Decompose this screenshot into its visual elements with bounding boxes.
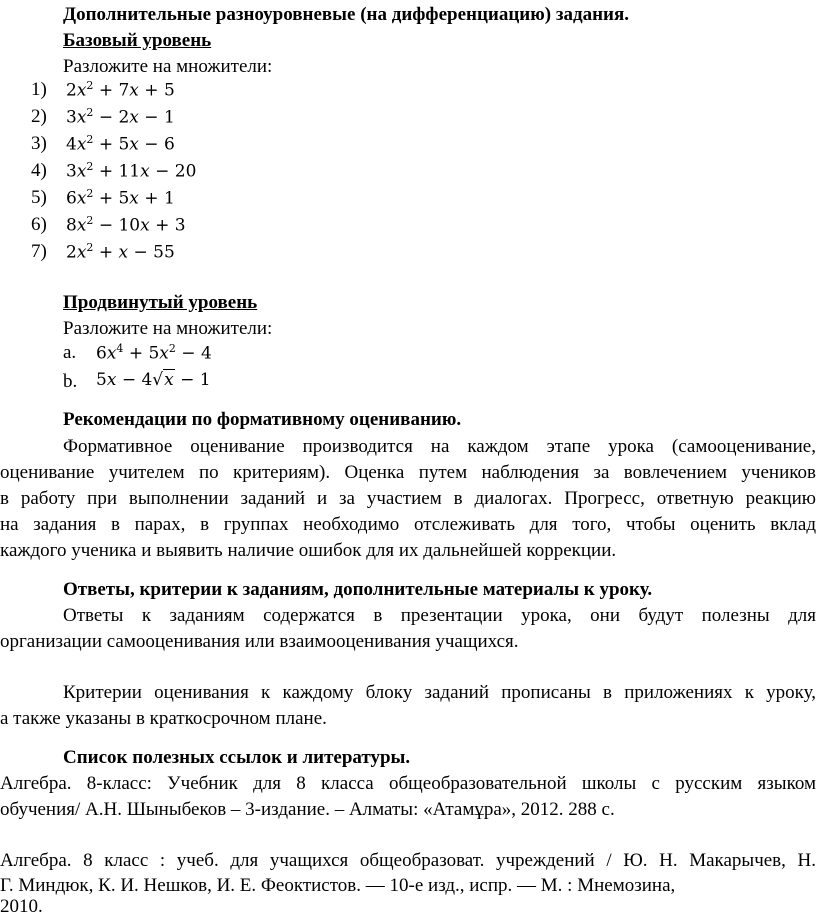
task-expression: $3x^2 - 2x - 1$ — [66, 106, 175, 128]
task-expression: $6x^2 + 5x + 1$ — [66, 187, 175, 209]
reference-line: 2010. — [0, 896, 43, 917]
paragraph-line: организации самооценивания или взаимооценивания учащихся. — [0, 631, 519, 652]
task-expression: 5x − 4√x − 1 — [96, 370, 211, 390]
references-heading: Список полезных ссылок и литературы. — [63, 747, 411, 768]
task-letter: a. — [63, 342, 77, 363]
basic-instruction: Разложите на множители: — [63, 56, 273, 77]
basic-level-heading: Базовый уровень — [63, 30, 212, 51]
task-expression: $4x^2 + 5x - 6$ — [66, 133, 175, 155]
task-expression: $8x^2 - 10x + 3$ — [66, 214, 186, 236]
task-expression: $3x^2 + 11x - 20$ — [66, 160, 197, 182]
task-expression: $2x^2 + 7x + 5$ — [66, 79, 175, 101]
reference-line: Алгебра. 8-класс: Учебник для 8 класса общеобразовательной школы с русским языком — [0, 773, 816, 794]
paragraph-line: а также указаны в краткосрочном плане. — [0, 708, 327, 729]
paragraph-line: в работу при выполнении заданий и за участием в диалогах. Прогресс, ответную реакцию — [0, 488, 816, 509]
answers-heading: Ответы, критерии к заданиям, дополнительные материалы к уроку. — [63, 579, 653, 600]
paragraph-line: каждого ученика и выявить наличие ошибок для их дальнейшей коррекции. — [0, 540, 617, 561]
task-number: 1) — [31, 79, 47, 100]
task-letter: b. — [63, 371, 78, 392]
paragraph-line: Критерии оценивания к каждому блоку заданий прописаны в приложениях к уроку, — [63, 682, 816, 703]
task-number: 6) — [31, 214, 47, 235]
task-number: 2) — [31, 106, 47, 127]
task-number: 7) — [31, 241, 47, 262]
task-expression: $2x^2 + x - 55$ — [66, 241, 175, 263]
paragraph-line: Ответы к заданиям содержатся в презентации урока, они будут полезны для — [63, 605, 816, 626]
task-number: 5) — [31, 187, 47, 208]
task-number: 4) — [31, 160, 47, 181]
reference-line: Г. Миндюк, К. И. Нешков, И. Е. Феоктистов. — 10-е изд., испр. — М. : Мнемозина, — [0, 875, 676, 896]
paragraph-line: Формативное оценивание производится на каждом этапе урока (самооценивание, — [63, 436, 816, 457]
advanced-level-heading: Продвинутый уровень — [63, 292, 258, 313]
paragraph-line: на задания в парах, в группах необходимо отслеживать для того, чтобы оценить вклад — [0, 514, 816, 535]
task-expression: $6x^4 + 5x^2 - 4$ — [96, 342, 212, 364]
advanced-instruction: Разложите на множители: — [63, 318, 273, 339]
paragraph-line: оценивание учителем по критериям). Оценка путем наблюдения за вовлечением учеников — [0, 462, 816, 483]
recommendations-heading: Рекомендации по формативному оцениванию. — [63, 409, 462, 430]
reference-line: обучения/ А.Н. Шыныбеков – 3-издание. – Алматы: «Атамұра», 2012. 288 с. — [0, 799, 615, 820]
document-title: Дополнительные разноуровневые (на дифференциацию) задания. — [63, 4, 630, 25]
reference-line: Алгебра. 8 класс : учеб. для учащихся общеобразоват. учреждений / Ю. Н. Макарычев, Н. — [0, 850, 816, 871]
task-number: 3) — [31, 133, 47, 154]
